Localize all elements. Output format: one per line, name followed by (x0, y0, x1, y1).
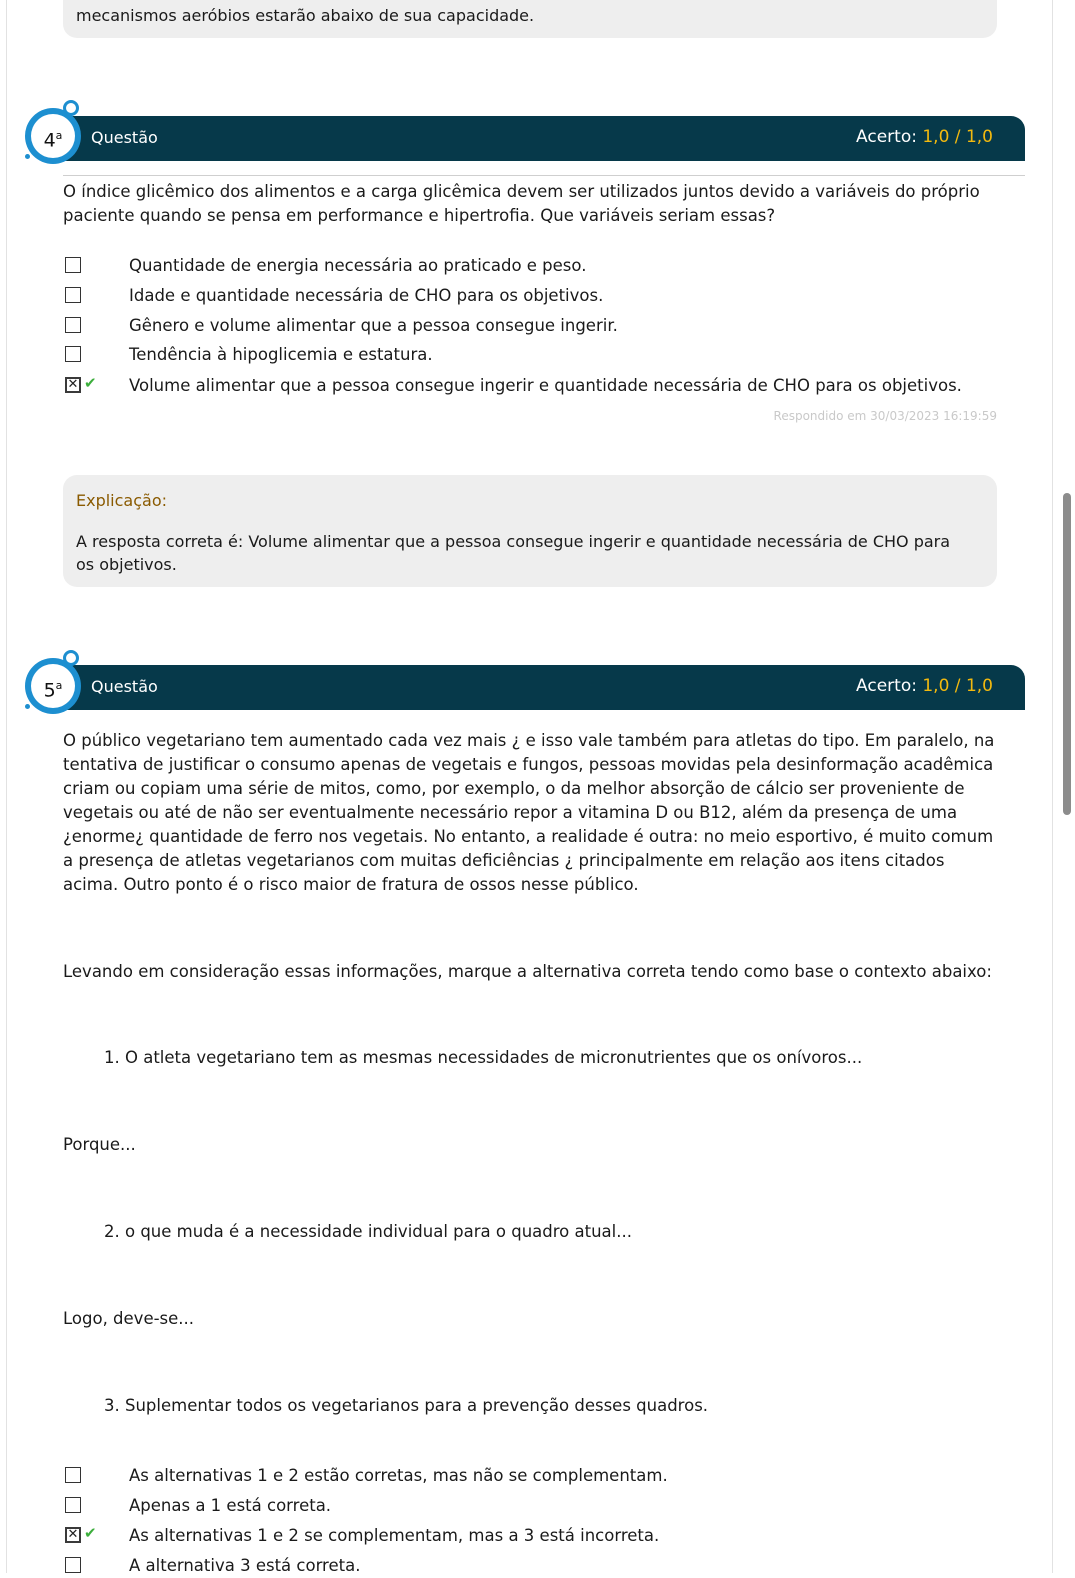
score-prefix: Acerto: (856, 127, 923, 147)
question-number: 5 (43, 679, 56, 702)
page-border-left (6, 0, 7, 1573)
option-checkbox[interactable] (65, 346, 81, 362)
question-4-option[interactable] (63, 314, 1003, 338)
option-text: A alternativa 3 está correta. (129, 1556, 361, 1575)
question-ordinal: a (55, 679, 63, 692)
option-text: Tendência à hipoglicemia e estatura. (129, 345, 433, 364)
score-total: 1,0 (965, 127, 993, 147)
context-item-2: 2. o que muda é a necessidade individual para o quadro atual... (104, 1222, 632, 1241)
option-checkbox[interactable] (65, 287, 81, 303)
question-4-option[interactable] (63, 343, 1003, 367)
question-4-option-selected[interactable] (63, 374, 1003, 398)
question-label: Questão (91, 128, 158, 147)
badge-bubble-icon (63, 650, 79, 666)
question-5-line: ¿enorme¿ quantidade de ferro nos vegetais. No entanto, a realidade é outra: no meio esportivo, é muito comum (63, 827, 994, 846)
question-4-option[interactable] (63, 284, 1003, 308)
question-4-divider (63, 175, 1025, 176)
question-5-option[interactable] (63, 1494, 1003, 1518)
badge-dot-icon (25, 154, 30, 159)
question-5-option-selected[interactable] (63, 1524, 1003, 1548)
score-separator: / (949, 676, 966, 696)
question-ordinal: a (55, 129, 63, 142)
option-text: Gênero e volume alimentar que a pessoa consegue ingerir. (129, 316, 618, 335)
previous-explanation-box (63, 0, 997, 38)
score-value: 1,0 (922, 127, 950, 147)
scrollbar-thumb[interactable] (1063, 493, 1071, 815)
badge-dot-icon (25, 704, 30, 709)
question-5-line: criam ou copiam uma série de mitos, como, por exemplo, o da melhor absorção de cálcio ser proveniente de (63, 779, 965, 798)
score-prefix: Acerto: (856, 676, 923, 696)
option-text: As alternativas 1 e 2 se complementam, mas a 3 está incorreta. (129, 1526, 660, 1545)
question-5-line: tentativa de justificar o consumo apenas de vegetais e fungos, pessoas movidas pela desinformação acadêmica (63, 755, 994, 774)
question-score (856, 127, 993, 147)
question-5-header (63, 665, 1025, 710)
option-checkbox[interactable] (65, 1557, 81, 1573)
option-checkbox-checked[interactable] (65, 377, 81, 393)
option-checkbox[interactable] (65, 1467, 81, 1483)
score-separator: / (949, 127, 966, 147)
question-label: Questão (91, 677, 158, 696)
explanation-title: Explicação: (76, 491, 168, 510)
previous-explanation-text: mecanismos aeróbios estarão abaixo de sua capacidade. (76, 6, 535, 25)
option-text: As alternativas 1 e 2 estão corretas, mas não se complementam. (129, 1466, 668, 1485)
option-checkbox-checked[interactable] (65, 1527, 81, 1543)
correct-check-icon: ✔ (84, 1524, 97, 1542)
question-5-line: acima. Outro ponto é o risco maior de fratura de ossos nesse público. (63, 875, 639, 894)
explanation-text: A resposta correta é: Volume alimentar que a pessoa consegue ingerir e quantidade necessária de CHO para os objetivos. (76, 532, 951, 574)
score-value: 1,0 (922, 676, 950, 696)
context-item-1: 1. O atleta vegetariano tem as mesmas necessidades de micronutrientes que os onívoros... (104, 1048, 863, 1067)
option-text: Quantidade de energia necessária ao praticado e peso. (129, 256, 587, 275)
context-connector-1: Porque... (63, 1135, 136, 1154)
option-text: Volume alimentar que a pessoa consegue ingerir e quantidade necessária de CHO para os objetivos. (129, 376, 962, 395)
option-text: Apenas a 1 está correta. (129, 1496, 332, 1515)
explanation-box (63, 475, 997, 587)
page-border-right (1052, 0, 1053, 1573)
question-5-line: a presença de atletas vegetarianos com muitas deficiências ¿ principalmente em relação aos itens citados (63, 851, 945, 870)
question-4-badge (25, 108, 89, 172)
question-score (856, 676, 993, 696)
question-5-instruction: Levando em consideração essas informações, marque a alternativa correta tendo como base o contexto abaixo: (63, 962, 992, 981)
question-4-option[interactable] (63, 254, 1003, 278)
question-number: 4 (43, 129, 56, 152)
option-checkbox[interactable] (65, 1497, 81, 1513)
option-text: Idade e quantidade necessária de CHO para os objetivos. (129, 286, 604, 305)
option-checkbox[interactable] (65, 317, 81, 333)
question-5-option[interactable] (63, 1464, 1003, 1488)
question-5-line: vegetais ou até de não ser eventualmente necessário repor a vitamina D ou B12, além da presença de uma (63, 803, 958, 822)
question-5-line: O público vegetariano tem aumentado cada vez mais ¿ e isso vale também para atletas do tipo. Em paralelo, na (63, 731, 995, 750)
score-total: 1,0 (965, 676, 993, 696)
question-4-header (63, 116, 1025, 161)
correct-check-icon: ✔ (84, 374, 97, 392)
question-5-option[interactable] (63, 1554, 1003, 1578)
answered-timestamp: Respondido em 30/03/2023 16:19:59 (773, 409, 997, 423)
question-5-badge (25, 658, 89, 722)
badge-bubble-icon (63, 100, 79, 116)
context-connector-2: Logo, deve-se... (63, 1309, 195, 1328)
option-checkbox[interactable] (65, 257, 81, 273)
context-item-3: 3. Suplementar todos os vegetarianos para a prevenção desses quadros. (104, 1396, 709, 1415)
question-4-text: O índice glicêmico dos alimentos e a carga glicêmica devem ser utilizados juntos devido a variáveis do próprio paciente quando se pensa em performance e hipertrofia. Que variáveis seriam essas? (63, 182, 980, 225)
